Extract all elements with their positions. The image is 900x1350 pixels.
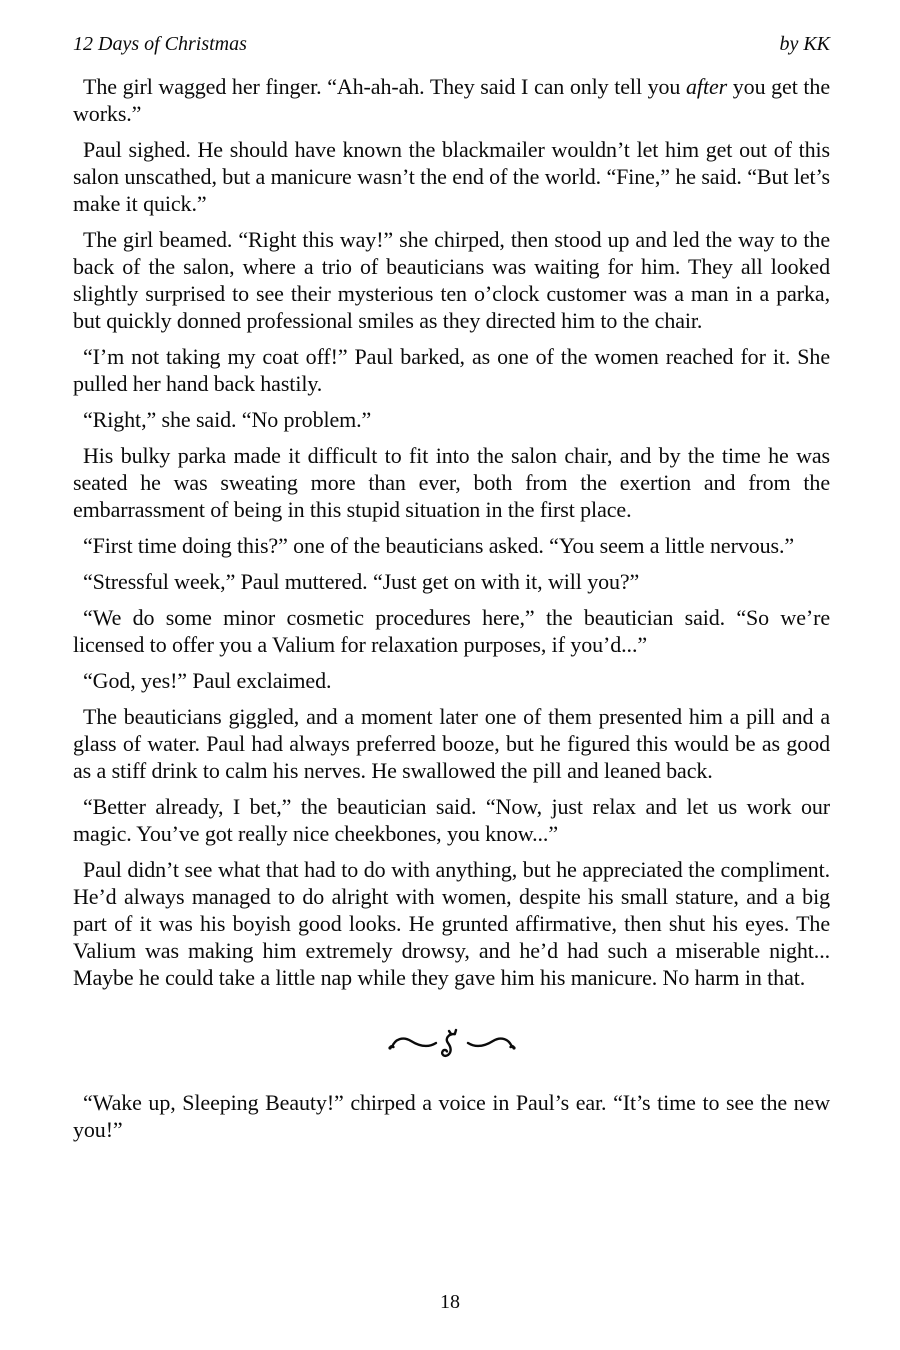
text-segment: “We do some minor cosmetic procedures here,” the beautician said. “So we’re licensed to offer you a Valium for relaxation purposes, if you’d...” <box>73 605 830 657</box>
paragraph <box>73 703 830 784</box>
paragraph <box>73 667 830 694</box>
paragraph <box>73 793 830 847</box>
paragraph <box>73 604 830 658</box>
paragraph <box>73 1089 830 1143</box>
scene-break <box>73 1021 830 1065</box>
running-header-title: 12 Days of Christmas <box>73 33 247 55</box>
running-header-author: by KK <box>779 33 830 55</box>
italic-text-segment: after <box>686 74 728 99</box>
paragraph <box>73 568 830 595</box>
scene-break-flourish-icon <box>386 1021 518 1065</box>
text-segment: “I’m not taking my coat off!” Paul barked, as one of the women reached for it. She pulled her hand back hastily. <box>73 344 830 396</box>
page-number: 18 <box>440 1291 460 1313</box>
text-segment: “Right,” she said. “No problem.” <box>83 407 372 432</box>
text-segment: you get the works.” <box>73 74 831 126</box>
text-segment: “Stressful week,” Paul muttered. “Just get on with it, will you?” <box>83 569 640 594</box>
text-segment: Paul sighed. He should have known the blackmailer wouldn’t let him get out of this salon unscathed, but a manicure wasn’t the end of the world. “Fine,” he said. “But let’s make it quick.” <box>73 137 830 216</box>
paragraph <box>73 226 830 334</box>
text-segment: The beauticians giggled, and a moment later one of them presented him a pill and a glass of water. Paul had always preferred booze, but he figured this would be as good as a stiff drink to calm his nerves. He swallowed the pill and leaned back. <box>73 704 830 783</box>
page-footer <box>0 1290 900 1314</box>
paragraph <box>73 343 830 397</box>
text-segment: His bulky parka made it difficult to fit into the salon chair, and by the time he was seated he was sweating more than ever, both from the exertion and from the embarrassment of being in this stupid situation in the first place. <box>73 443 830 522</box>
paragraph <box>73 73 830 127</box>
text-segment: The girl beamed. “Right this way!” she chirped, then stood up and led the way to the back of the salon, where a trio of beauticians was waiting for him. They all looked slightly surprised to see their mysterious ten o’clock customer was a man in a parka, but quickly donned professional smiles as they directed him to the chair. <box>73 227 830 333</box>
paragraph <box>73 406 830 433</box>
paragraph <box>73 442 830 523</box>
text-segment: “First time doing this?” one of the beauticians asked. “You seem a little nervous.” <box>83 533 795 558</box>
running-header <box>73 32 830 56</box>
text-segment: “Wake up, Sleeping Beauty!” chirped a voice in Paul’s ear. “It’s time to see the new you!” <box>73 1090 830 1142</box>
text-segment: “God, yes!” Paul exclaimed. <box>83 668 332 693</box>
text-segment: “Better already, I bet,” the beautician said. “Now, just relax and let us work our magic. You’ve got really nice cheekbones, you know...” <box>73 794 830 846</box>
story-text-after-break <box>73 1089 830 1143</box>
story-text-main <box>73 73 830 991</box>
paragraph <box>73 532 830 559</box>
paragraph <box>73 136 830 217</box>
text-segment: The girl wagged her finger. “Ah-ah-ah. They said I can only tell you <box>83 74 687 99</box>
paragraph <box>73 856 830 991</box>
text-segment: Paul didn’t see what that had to do with anything, but he appreciated the compliment. He’d always managed to do alright with women, despite his small stature, and a big part of it was his boyish good looks. He grunted affirmative, then shut his eyes. The Valium was making him extremely drowsy, and he’d had such a miserable night... Maybe he could take a little nap while they gave him his manicure. No harm in that. <box>73 857 830 990</box>
